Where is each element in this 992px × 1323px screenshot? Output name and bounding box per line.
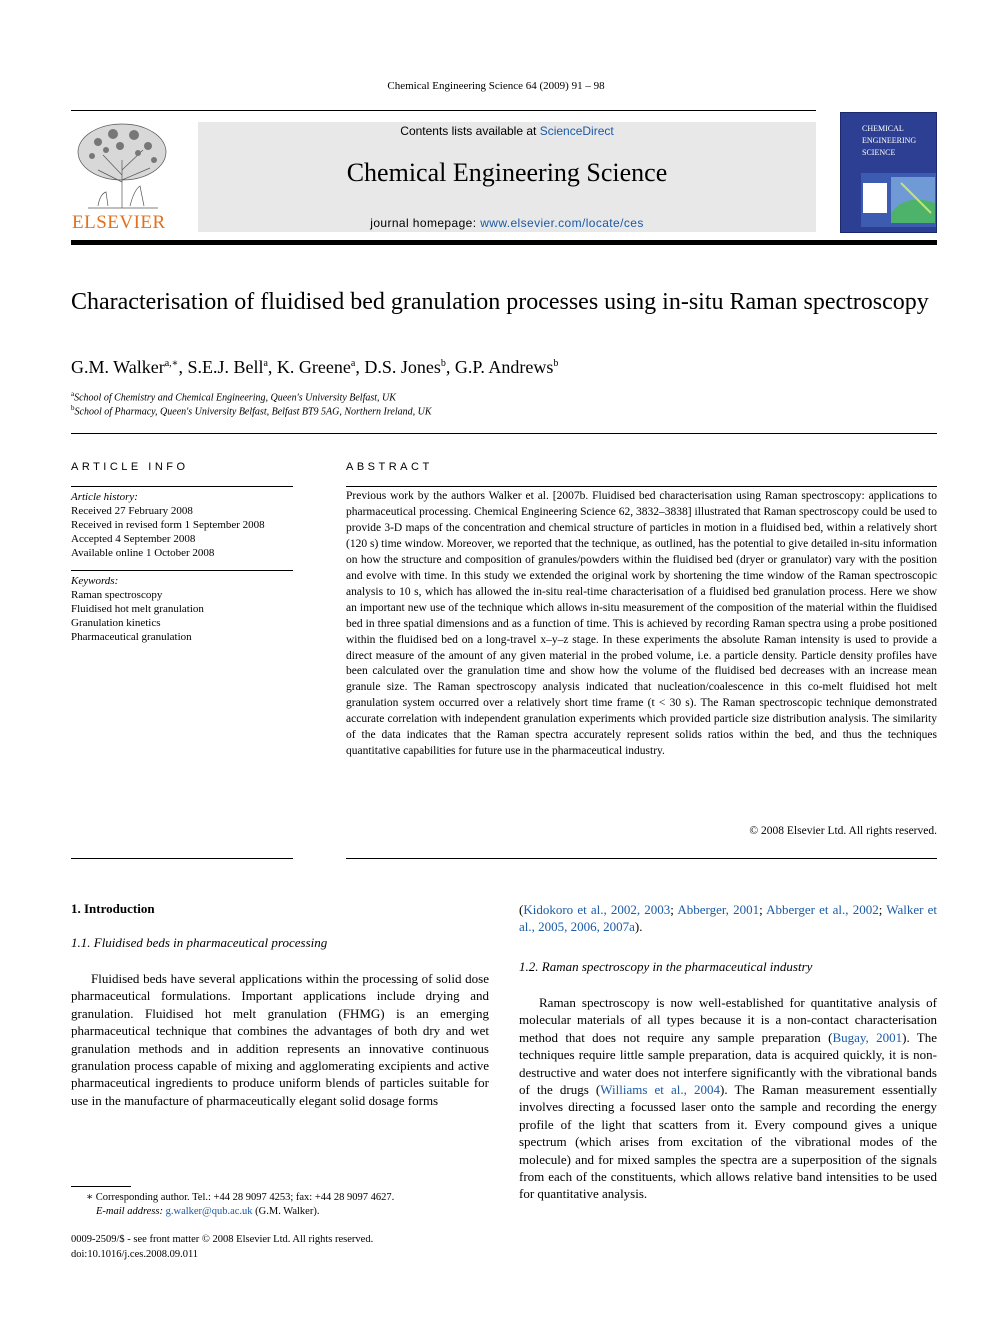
- article-info-rule: [71, 570, 293, 571]
- elsevier-logo-text: ELSEVIER: [72, 212, 166, 233]
- top-rule: [71, 110, 816, 111]
- homepage-link[interactable]: www.elsevier.com/locate/ces: [480, 216, 644, 230]
- keyword-item: Pharmaceutical granulation: [71, 631, 192, 643]
- affiliation-text: School of Chemistry and Chemical Engineering, Queen's University Belfast, UK: [74, 392, 396, 404]
- author-sup: a: [350, 358, 356, 369]
- cover-title: [862, 123, 937, 159]
- author-name[interactable]: G.P. Andrews: [454, 357, 554, 377]
- email-label: E-mail address:: [96, 1206, 166, 1217]
- author-name[interactable]: G.M. Walker: [71, 357, 165, 377]
- subsection-heading: 1.1. Fluidised beds in pharmaceutical processing: [71, 935, 328, 950]
- keyword-item: Raman spectroscopy: [71, 589, 163, 601]
- subsection-heading: 1.2. Raman spectroscopy in the pharmaceutical industry: [519, 959, 813, 974]
- doi-line[interactable]: doi:10.1016/j.ces.2008.09.011: [71, 1249, 199, 1260]
- affiliation-sup: b: [71, 404, 75, 412]
- cover-title-line: ENGINEERING: [862, 136, 917, 145]
- contents-line: [198, 124, 816, 138]
- paren-close: ).: [634, 919, 643, 935]
- cover-image: [861, 173, 937, 227]
- paragraph-text: ). The Raman measurement essentially involves directing a focussed laser onto the sample and recording the energy profile of the light that scatters from it. Every compound gives a unique spectrum (which arises from excitation of the vibrational modes of the molecule) and for mixed samples the spectra are a superposition of the signals from each of the constituents, which allows relative band intensities to be used for quantitative analysis.: [519, 1082, 937, 1202]
- section-heading: 1. Introduction: [71, 901, 155, 916]
- citation-link[interactable]: Bugay, 2001: [832, 1029, 903, 1045]
- email-suffix: (G.M. Walker).: [252, 1206, 320, 1217]
- citation-separator: ;: [878, 902, 887, 917]
- citation-link[interactable]: Walker et al., 2005, 2006, 2007a: [519, 902, 937, 935]
- cover-title-line: SCIENCE: [862, 148, 896, 157]
- abstract-text: Previous work by the authors Walker et al. [2007b. Fluidised bed characterisation using Raman spectroscopy: applications to pharmaceutical processing. Chemical Engineering Science 62, 3832–3838] illustrated that Raman spectroscopy could be used to provide 3-D maps of the concentration and chemical structure of particles in motion in a fluidised bed, within a relatively short (120 s) time window. Moreover, we reported that the technique, as outlined, has the potential to give detailed in-situ information on how the structure and composition of granules/powders within the fluidised bed (dryer or granulator) vary with the position and evolve with time. In this study we extended the original work by shortening the time window of the Raman spectroscopic analysis to 10 s, which has allowed the in-situ real-time characterisation of a fluidised bed granulation process. Here we show an important new use of the technique which allows in-situ measurement of the composition of the material within the fluidised bed in three spatial dimensions and as a function of time. This is achieved by recording Raman spectra using a probe positioned within the fluidised bed on a long-travel x–y–z stage. In these experiments the absolute Raman intensity is used to provide a direct measure of the amount of any given material in the probed volume, i.e. a particle density. Particle density profiles have been calculated over the granulation time and show how the volume of the fluidised bed decreases with an increase mean granule size. The Raman spectroscopy analysis indicated that nucleation/coalescence in this co-melt fluidised hot melt granulation system occurred over a relatively short time frame (t < 30 s). The Raman spectroscopic technique demonstrated accurate correlation with independent granulation experiments which provided particle size distribution analysis. The similarity of the data indicates that the Raman spectra accurately represent solids ratios within the bed, and thus the techniques quantitative capabilities for future use in the pharmaceutical industry.: [346, 490, 937, 758]
- abstract-heading: ABSTRACT: [346, 461, 433, 473]
- paren-open: (: [519, 902, 524, 917]
- email-note: [96, 1206, 319, 1217]
- history-item: Received in revised form 1 September 2008: [71, 519, 265, 531]
- issn-line: 0009-2509/$ - see front matter © 2008 Elsevier Ltd. All rights reserved.: [71, 1234, 374, 1245]
- body-paragraph-continued: [519, 901, 937, 936]
- citation-link[interactable]: Abberger, 2001: [677, 902, 760, 917]
- affiliation-b: [71, 404, 432, 417]
- affiliation-text: School of Pharmacy, Queen's University Belfast, Belfast BT9 5AG, Northern Ireland, UK: [74, 406, 432, 418]
- affiliation-a: [71, 390, 396, 403]
- author-name[interactable]: K. Greene: [276, 357, 351, 377]
- body-paragraph: [519, 994, 937, 1203]
- citation-link[interactable]: Williams et al., 2004: [600, 1082, 720, 1098]
- body-paragraph: Fluidised beds have several applications within the processing of solid dose pharmaceutical formulations. Important applications include drying and granulation. Fluidised hot melt granulation (FHMG) is an emerging pharmaceutical technique that combines the advantages of both dry and wet granulation methods and in addition represents an innovative continuous granulation process capable of mixing and agglomerating excipients and active pharmaceutical ingredients to produce uniform blends of particles suitable for use in the manufacture of pharmaceutically elegant solid dosage forms: [71, 971, 489, 1108]
- article-info-heading: ARTICLE INFO: [71, 461, 189, 473]
- sciencedirect-link[interactable]: ScienceDirect: [539, 124, 614, 138]
- paragraph-text: ). The techniques require little sample preparation, data is acquired quickly, it is non-destructive and water does not interfere significantly with the vibrational bands of the drugs (: [519, 1029, 937, 1098]
- running-head: Chemical Engineering Science 64 (2009) 91 – 98: [387, 80, 605, 92]
- history-list: [71, 504, 265, 560]
- homepage-prefix: journal homepage:: [370, 216, 481, 230]
- keyword-item: Granulation kinetics: [71, 617, 161, 629]
- header-thick-rule: [71, 240, 937, 245]
- paper-title: Characterisation of fluidised bed granulation processes using in-situ Raman spectroscopy: [71, 289, 929, 315]
- contents-prefix: Contents lists available at: [400, 124, 540, 138]
- citation-link[interactable]: Kidokoro et al., 2002, 2003: [523, 902, 671, 917]
- author-name[interactable]: S.E.J. Bell: [187, 357, 264, 377]
- cover-title-line: CHEMICAL: [862, 124, 904, 133]
- paragraph-text: Raman spectroscopy is now well-established for quantitative analysis of molecular materials of all types because it is a non-contact characterisation method that does not require any sample preparation (: [519, 995, 937, 1045]
- section-rule: [346, 858, 937, 859]
- history-item: Available online 1 October 2008: [71, 547, 215, 559]
- history-item: Received 27 February 2008: [71, 505, 193, 517]
- section-rule: [71, 858, 293, 859]
- author-name[interactable]: D.S. Jones: [364, 357, 441, 377]
- homepage-line: [198, 216, 816, 230]
- journal-cover[interactable]: [840, 112, 937, 233]
- abstract-rule: [346, 486, 937, 487]
- email-link[interactable]: g.walker@qub.ac.uk: [165, 1206, 253, 1217]
- footnote-rule: [71, 1186, 131, 1187]
- keyword-item: Fluidised hot melt granulation: [71, 603, 204, 615]
- copyright-notice: © 2008 Elsevier Ltd. All rights reserved.: [749, 825, 937, 837]
- history-item: Accepted 4 September 2008: [71, 533, 196, 545]
- history-label: Article history:: [71, 491, 138, 503]
- article-info-rule: [71, 486, 293, 487]
- citation-separator: ;: [670, 902, 678, 917]
- author-sup: b: [440, 358, 446, 369]
- author-sup: b: [553, 358, 559, 369]
- keywords-label: Keywords:: [71, 575, 119, 587]
- citation-separator: ;: [759, 902, 767, 917]
- author-sup: a,∗: [164, 358, 179, 369]
- section-rule: [71, 433, 937, 434]
- corresponding-author-note: ∗ Corresponding author. Tel.: +44 28 9097 4253; fax: +44 28 9097 4627.: [86, 1192, 395, 1203]
- citation-link[interactable]: Abberger et al., 2002: [766, 902, 879, 917]
- journal-title: Chemical Engineering Science: [346, 158, 668, 187]
- author-sup: a: [263, 358, 268, 369]
- keywords-list: [71, 588, 204, 644]
- author-list: G.M. Walker$^{a,∗}$, S.E.J. Bell$^a$, K. Greene$^a$, D.S. Jones$^b$, G.P. Andrews$^b$: [71, 357, 559, 377]
- affiliation-sup: a: [71, 390, 75, 398]
